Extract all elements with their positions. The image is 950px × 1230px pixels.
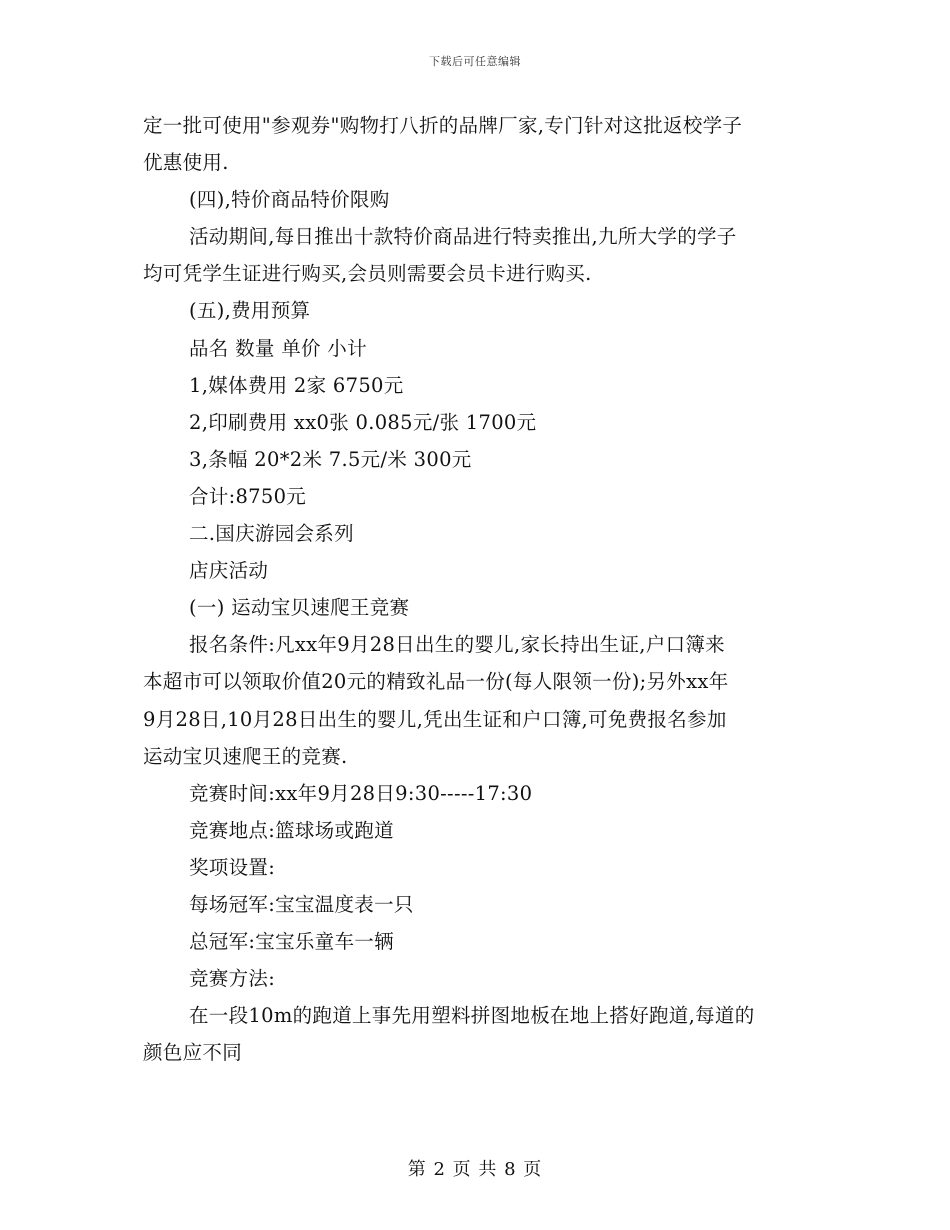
- text-line: 定一批可使用"参观券"购物打八折的品牌厂家,专门针对这批返校学子: [143, 114, 743, 137]
- text-line: 二.国庆游园会系列: [189, 522, 354, 546]
- text-line: 运动宝贝速爬王的竞赛.: [143, 744, 348, 768]
- text-line: 均可凭学生证进行购买,会员则需要会员卡进行购买.: [143, 262, 592, 286]
- text-line: 活动期间,每日推出十款特价商品进行特卖推出,九所大学的学子: [189, 225, 737, 249]
- text-line: 颜色应不同: [143, 1041, 243, 1065]
- text-line: 竞赛方法:: [189, 967, 276, 991]
- header-note: 下载后可任意编辑: [429, 55, 521, 68]
- text-line: 1,媒体费用 2家 6750元: [189, 373, 404, 397]
- text-line: (四),特价商品特价限购: [189, 188, 390, 212]
- text-line: 3,条幅 20*2米 7.5元/米 300元: [189, 447, 472, 471]
- text-line: 竞赛时间:xx年9月28日9:30-----17:30: [189, 781, 533, 805]
- text-line: 店庆活动: [189, 559, 269, 583]
- text-line: 报名条件:凡xx年9月28日出生的婴儿,家长持出生证,户口簿来: [189, 633, 725, 657]
- text-line: (一) 运动宝贝速爬王竞赛: [189, 596, 410, 620]
- page-number: 第 2 页 共 8 页: [407, 1159, 543, 1180]
- text-line: 在一段10m的跑道上事先用塑料拼图地板在地上搭好跑道,每道的: [189, 1004, 755, 1028]
- text-line: 每场冠军:宝宝温度表一只: [189, 892, 414, 916]
- text-line: (五),费用预算: [189, 299, 311, 323]
- text-line: 总冠军:宝宝乐童车一辆: [189, 930, 394, 954]
- text-line: 竞赛地点:篮球场或跑道: [189, 818, 394, 842]
- text-line: 9月28日,10月28日出生的婴儿,凭出生证和户口簿,可免费报名参加: [143, 707, 727, 731]
- text-line: 合计:8750元: [189, 484, 307, 508]
- text-line: 本超市可以领取价值20元的精致礼品一份(每人限领一份);另外xx年: [143, 670, 729, 694]
- text-line: 奖项设置:: [189, 855, 276, 879]
- text-line: 2,印刷费用 xx0张 0.085元/张 1700元: [189, 410, 537, 434]
- text-line: 优惠使用.: [143, 151, 229, 175]
- text-line: 品名 数量 单价 小计: [189, 336, 367, 360]
- document-body: [143, 107, 808, 1071]
